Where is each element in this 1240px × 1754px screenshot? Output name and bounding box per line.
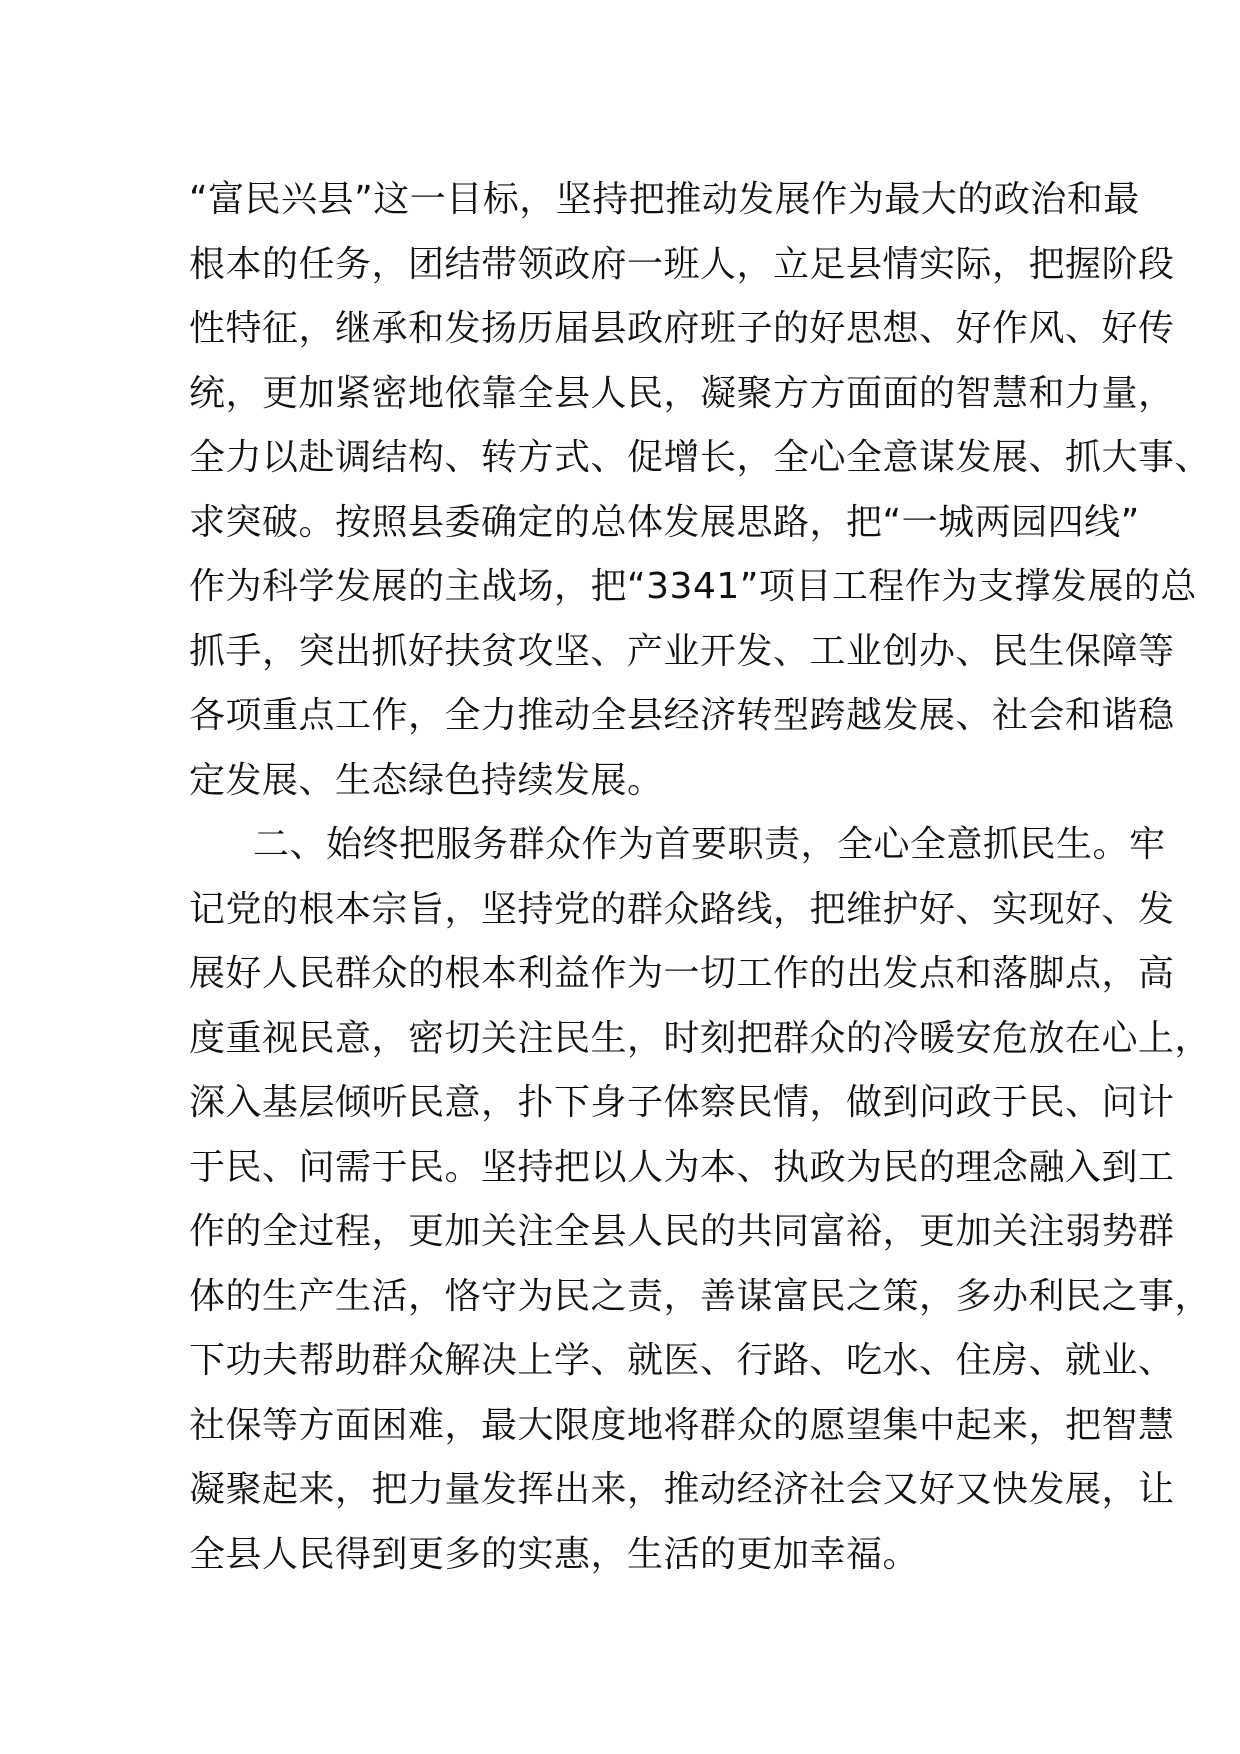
text-line: 记党的根本宗旨，坚持党的群众路线，把维护好、实现好、发	[189, 888, 1175, 930]
text-line: 二、始终把服务群众作为首要职责，全心全意抓民生。牢	[253, 824, 1166, 865]
text-line: 社保等方面困难，最大限度地将群众的愿望集中起来，把智慧	[189, 1404, 1175, 1446]
text-line: 性特征，继承和发扬历届县政府班子的好思想、好作风、好传	[189, 308, 1175, 349]
text-line: 求突破。按照县委确定的总体发展思路，把“一城两园四线”	[189, 501, 1140, 543]
text-line: 凝聚起来，把力量发挥出来，推动经济社会又好又快发展，让	[189, 1469, 1175, 1510]
text-line: 体的生产生活，恪守为民之责，善谋富民之策，多办利民之事，	[189, 1275, 1212, 1317]
text-line: 作为科学发展的主战场，把“3341”项目工程作为支撑发展的总	[189, 566, 1197, 607]
text-line: 根本的任务，团结带领政府一班人，立足县情实际，把握阶段	[189, 243, 1175, 285]
text-line: 展好人民群众的根本利益作为一切工作的出发点和落脚点，高	[189, 953, 1175, 994]
text-line: 定发展、生态绿色持续发展。	[189, 759, 664, 801]
paragraph-continued	[189, 168, 1212, 813]
body-text	[189, 168, 1212, 1587]
text-line: 统，更加紧密地依靠全县人民，凝聚方方面面的智慧和力量，	[189, 372, 1175, 414]
text-line: 抓手，突出抓好扶贫攻坚、产业开发、工业创办、民生保障等	[189, 630, 1175, 672]
text-line: 全力以赴调结构、转方式、促增长，全心全意谋发展、抓大事、	[189, 437, 1212, 478]
text-line: 深入基层倾听民意，扑下身子体察民情，做到问政于民、问计	[189, 1082, 1175, 1123]
text-line: “富民兴县”这一目标，坚持把推动发展作为最大的政治和最	[189, 179, 1140, 220]
text-line: 作的全过程，更加关注全县人民的共同富裕，更加关注弱势群	[189, 1211, 1175, 1252]
text-line: 度重视民意，密切关注民生，时刻把群众的冷暖安危放在心上，	[189, 1017, 1212, 1059]
text-line: 于民、问需于民。坚持把以人为本、执政为民的理念融入到工	[189, 1146, 1175, 1188]
text-line: 全县人民得到更多的实惠，生活的更加幸福。	[189, 1533, 920, 1575]
text-line: 下功夫帮助群众解决上学、就医、行路、吃水、住房、就业、	[189, 1340, 1175, 1381]
paragraph-section-two	[189, 813, 1212, 1587]
text-line: 各项重点工作，全力推动全县经济转型跨越发展、社会和谐稳	[189, 695, 1175, 736]
